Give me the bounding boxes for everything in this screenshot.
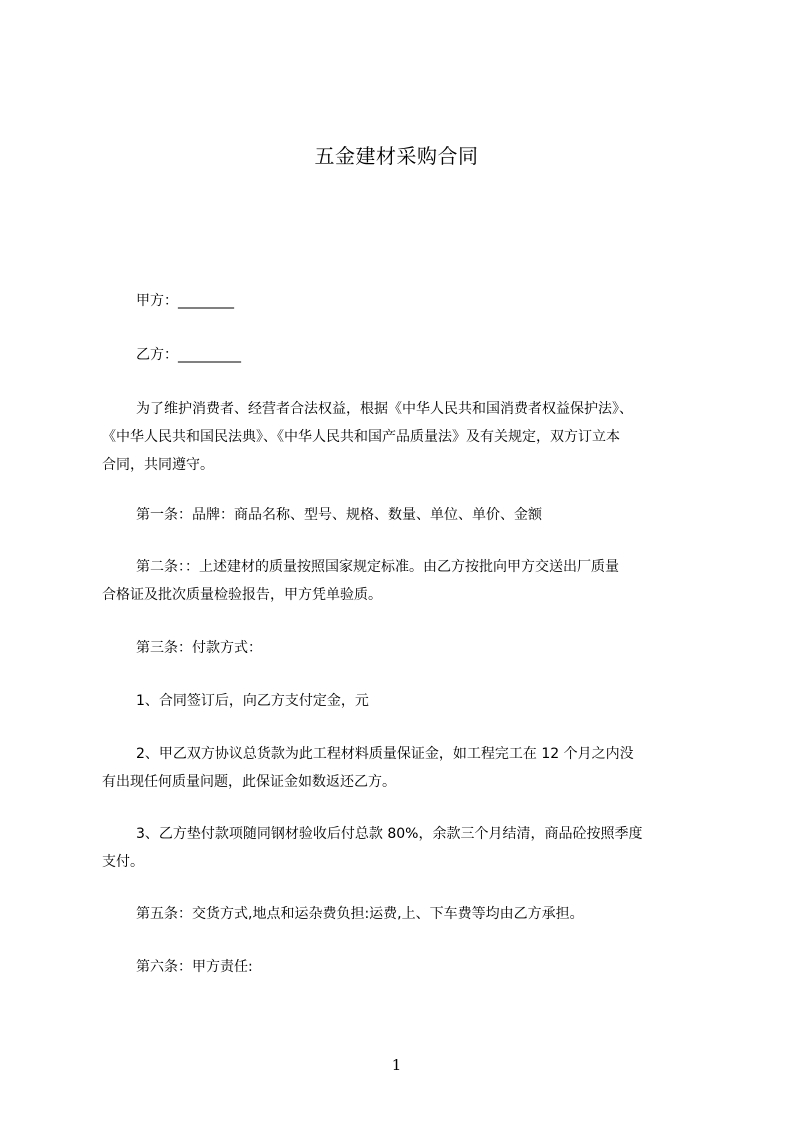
- page-number: 1: [391, 1056, 402, 1074]
- party-a-line: 甲方：________: [136, 293, 234, 309]
- payment-item-2-line-2: 有出现任何质量问题，此保证金如数返还乙方。: [102, 774, 396, 790]
- preamble-line-1: 为了维护消费者、经营者合法权益，根据《中华人民共和国消费者权益保护法》、: [136, 401, 633, 417]
- article-1: 第一条：品牌：商品名称、型号、规格、数量、单位、单价、金额: [136, 507, 542, 523]
- document-title: 五金建材采购合同: [314, 144, 479, 168]
- payment-item-3-line-1: 3、乙方垫付款项随同钢材验收后付总款 80%，余款三个月结清，商品砼按照季度: [136, 826, 643, 842]
- preamble-line-3: 合同，共同遵守。: [102, 457, 214, 473]
- article-2-line-1: 第二条：：上述建材的质量按照国家规定标准。由乙方按批向甲方交送出厂质量: [136, 559, 619, 575]
- article-3: 第三条：付款方式：: [136, 640, 262, 656]
- article-5: 第五条：交货方式,地点和运杂费负担:运费,上、下车费等均由乙方承担。: [136, 906, 584, 922]
- article-2-line-2: 合格证及批次质量检验报告，甲方凭单验质。: [102, 587, 382, 603]
- payment-item-3-line-2: 支付。: [102, 854, 144, 870]
- payment-item-1: 1、合同签订后，向乙方支付定金，元: [136, 693, 369, 709]
- payment-item-2-line-1: 2、甲乙双方协议总货款为此工程材料质量保证金，如工程完工在 12 个月之内没: [136, 746, 634, 762]
- article-6: 第六条：甲方责任:: [136, 959, 253, 975]
- party-b-line: 乙方：_________: [136, 347, 241, 363]
- preamble-line-2: 《中华人民共和国民法典》、《中华人民共和国产品质量法》及有关规定，双方订立本: [102, 429, 620, 445]
